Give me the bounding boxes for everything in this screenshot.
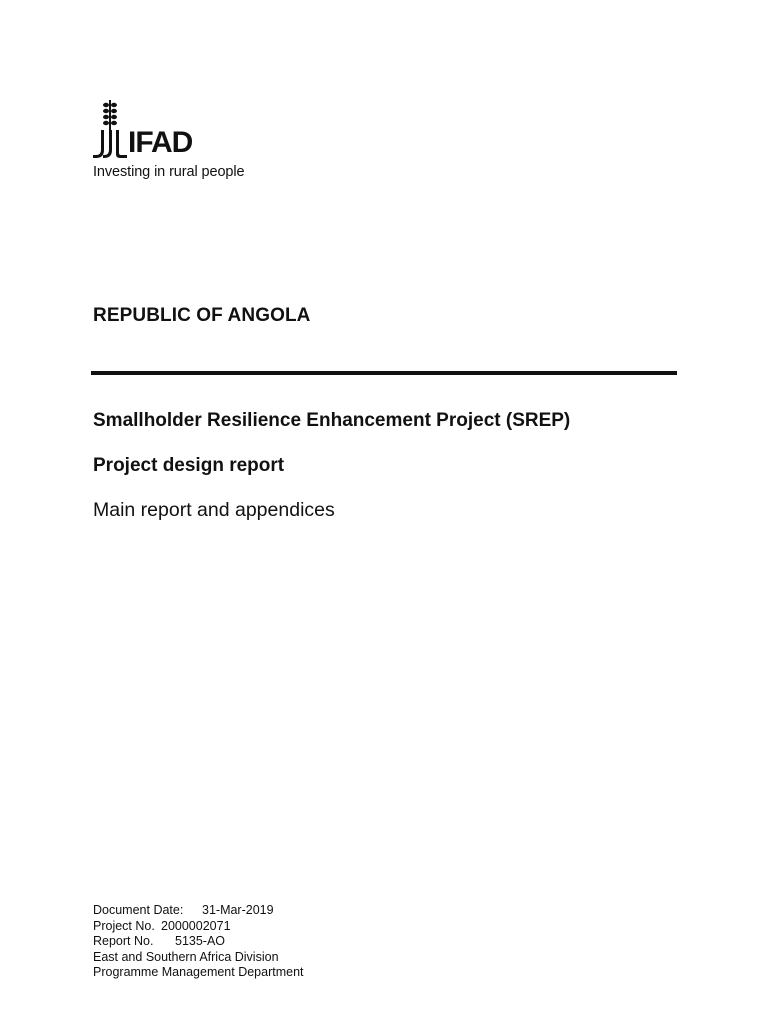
report-number-label: Report No. [93,934,154,948]
country-heading: REPUBLIC OF ANGOLA [93,305,311,326]
project-number-value: 2000002071 [161,918,231,933]
document-date-label: Document Date: [93,903,184,917]
title-divider [91,371,677,375]
report-number-value: 5135-AO [175,934,226,948]
document-date-row [93,903,304,919]
report-number-row [93,934,304,950]
ifad-wheat-emblem-icon [93,100,127,158]
report-type-heading: Project design report [93,455,285,476]
logo-mark [93,100,244,158]
department-line: Programme Management Department [93,965,304,979]
document-date-value: 31-Mar-2019 [202,903,274,917]
report-subtitle: Main report and appendices [93,499,335,521]
project-number-row [93,919,304,935]
ifad-logo [93,100,244,180]
division-line: East and Southern Africa Division [93,949,279,964]
project-number-label: Project No. [93,918,155,933]
document-metadata [93,903,304,981]
logo-wordmark: IFAD [128,126,193,159]
project-title: Smallholder Resilience Enhancement Project (SREP) [93,410,571,431]
logo-tagline: Investing in rural people [93,164,245,180]
